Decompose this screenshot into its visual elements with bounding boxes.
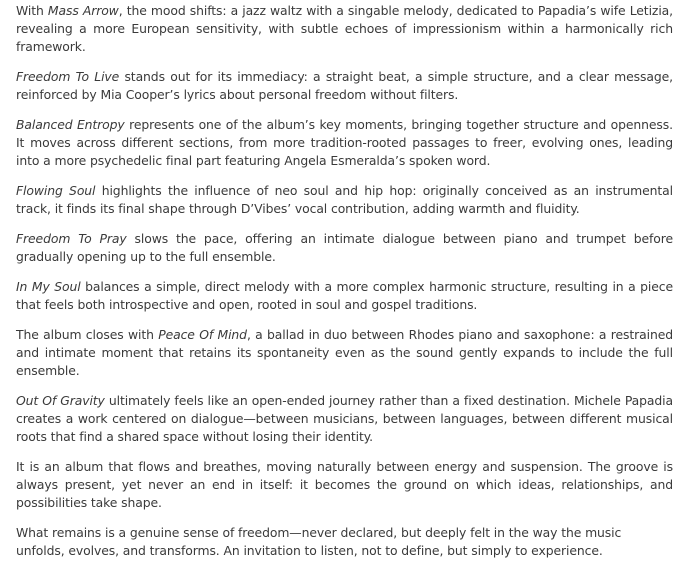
- paragraph-text: ultimately feels like an open-ended journey rather than a fixed destination. Michele Papadia creates a work centered on dialogue—between musicians, between languages, between different musical roots that find a shared space without losing their identity.: [16, 393, 673, 444]
- paragraph-text: , the mood shifts: a jazz waltz with a singable melody, dedicated to Papadia’s wife Letizia, revealing a more European sensitivity, with subtle echoes of impressionism within a harmonically rich framework.: [16, 3, 673, 54]
- paragraph-text: balances a simple, direct melody with a more complex harmonic structure, resulting in a piece that feels both introspective and open, rooted in soul and gospel traditions.: [16, 279, 673, 312]
- paragraph-text: represents one of the album’s key moments, bringing together structure and openness. It moves across different sections, from more tradition-rooted passages to freer, evolving ones, leading into a more psychedelic final part featuring Angela Esmeralda’s spoken word.: [16, 117, 673, 168]
- paragraph-text: , a ballad in duo between Rhodes piano and saxophone: a restrained and intimate moment that retains its spontaneity even as the sound gently expands to include the full ensemble.: [16, 327, 673, 378]
- album-title-out-of-gravity: Out Of Gravity: [16, 393, 105, 408]
- paragraph-flowing-soul: [16, 182, 673, 218]
- paragraph-text: The album closes with: [16, 327, 159, 342]
- track-title-freedom-to-pray: Freedom To Pray: [16, 231, 127, 246]
- paragraph-freedom-to-pray: [16, 230, 673, 266]
- paragraph-in-my-soul: [16, 278, 673, 314]
- paragraph-out-of-gravity: [16, 392, 673, 446]
- track-title-balanced-entropy: Balanced Entropy: [16, 117, 125, 132]
- paragraph-freedom-to-live: [16, 68, 673, 104]
- paragraph-album-flow: It is an album that flows and breathes, moving naturally between energy and suspension. The groove is always present, yet never an end in itself: it becomes the ground on which ideas, relationships, and possibilities take shape.: [16, 459, 673, 510]
- paragraph-mass-arrow: [16, 2, 673, 56]
- paragraph-text: With: [16, 3, 48, 18]
- track-title-in-my-soul: In My Soul: [16, 279, 81, 294]
- track-title-mass-arrow: Mass Arrow: [47, 3, 119, 18]
- paragraph-balanced-entropy: [16, 116, 673, 170]
- track-title-flowing-soul: Flowing Soul: [16, 183, 96, 198]
- track-title-freedom-to-live: Freedom To Live: [16, 69, 120, 84]
- paragraph-closing: What remains is a genuine sense of freedom—never declared, but deeply felt in the way the music unfolds, evolves, and transforms. An invitation to listen, not to define, but simply to experience.: [16, 525, 622, 558]
- paragraph-text: stands out for its immediacy: a straight beat, a simple structure, and a clear message, reinforced by Mia Cooper’s lyrics about personal freedom without filters.: [16, 69, 674, 102]
- paragraph-peace-of-mind: [16, 326, 673, 380]
- paragraph-text: slows the pace, offering an intimate dialogue between piano and trumpet before gradually opening up to the full ensemble.: [16, 231, 673, 264]
- track-title-peace-of-mind: Peace Of Mind: [158, 327, 247, 342]
- paragraph-text: highlights the influence of neo soul and hip hop: originally conceived as an instrumental track, it finds its final shape through D’Vibes’ vocal contribution, adding warmth and fluidity.: [16, 183, 673, 216]
